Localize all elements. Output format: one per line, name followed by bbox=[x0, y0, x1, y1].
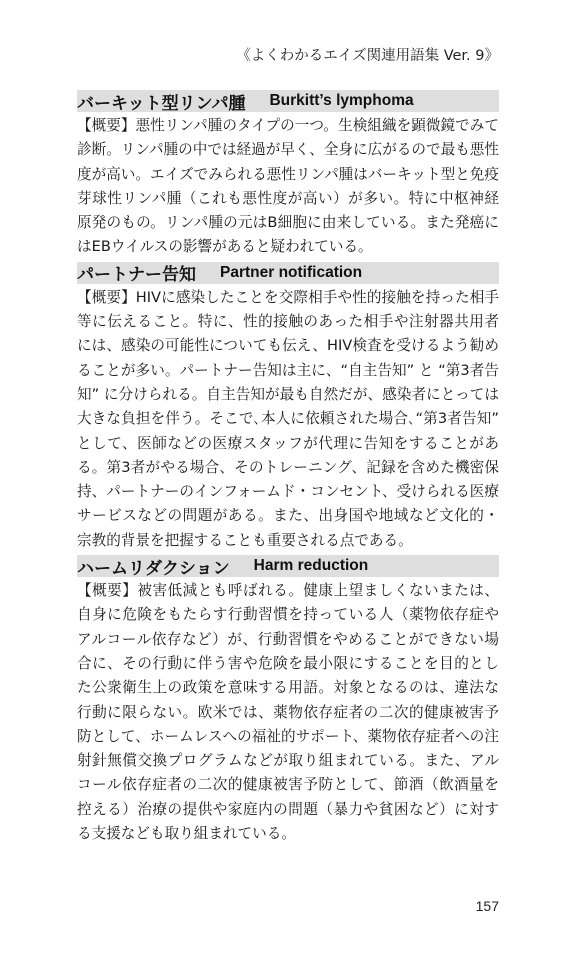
glossary-content bbox=[77, 90, 499, 848]
glossary-entry-burkitt-lymphoma bbox=[77, 90, 499, 260]
entry-body: 【概要】HIVに感染したことを交際相手や性的接触を持った相手等に伝えること。特に、性的接触のあった相手や注射器共用者には、感染の可能性についても伝え、HIV検査を受けるよう勧めることが多い。パートナー告知は主に、“自主告知” と “第3者告知” に分けられる。自主告知が最も自然だが、感染者にとっては大きな負担を伴う。そこで､本人に依頼された場合､“第3者告知” として、医師などの医療スタッフが代理に告知をすることがある。第3者がやる場合、そのトレーニング、記録を含めた機密保持、パートナーのインフォームド・コンセント、受けられる医療サービスなどの問題がある。また、出身国や地域など文化的・宗教的背景を把握することも重要される点である。 bbox=[77, 288, 499, 549]
entry-body: 【概要】悪性リンパ腫のタイプの一つ。生検組織を顕微鏡でみて診断。リンパ腫の中では経過が早く、全身に広がるので最も悪性度が高い。エイズでみられる悪性リンパ腫はバーキット型と免疫芽球性リンパ腫（これも悪性度が高い）が多い。特に中枢神経原発のもの。リンパ腫の元はB細胞に由来している。また発癌にはEBウイルスの影響があると疑われている。 bbox=[77, 117, 499, 256]
term-japanese: ハームリダクション bbox=[77, 558, 230, 578]
term-japanese: バーキット型リンパ腫 bbox=[77, 93, 246, 112]
term-japanese: パートナー告知 bbox=[77, 265, 196, 284]
entry-body: 【概要】被害低減とも呼ばれる。健康上望ましくないまたは、自身に危険をもたらす行動習慣を持っている人（薬物依存症やアルコール依存など）が、行動習慣をやめることができない場合に、その行動に伴う害や危険を最小限にすることを目的とした公衆衛生上の政策を意味する用語。対象となるのは、違法な行動に限らない。欧米では、薬物依存症者の二次的健康被害予防として、ホームレスへの福祉的サポート、薬物依存症者への注射針無償交換プログラムなどが取り組まれている。また、アルコール依存症者の二次的健康被害予防として、節酒（飲酒量を控える）治療の提供や家庭内の問題（暴力や貧困など）に対する支援なども取り組まれている。 bbox=[77, 582, 499, 843]
glossary-entry-partner-notification bbox=[77, 262, 499, 553]
entry-header bbox=[77, 555, 499, 577]
term-english: Partner notification bbox=[220, 263, 363, 281]
glossary-entry-harm-reduction bbox=[77, 555, 499, 846]
term-english: Harm reduction bbox=[253, 557, 369, 575]
page-number: 157 bbox=[475, 898, 499, 914]
running-header: 《よくわかるエイズ関連用語集 Ver. 9》 bbox=[236, 48, 499, 64]
term-english: Burkitt’s lymphoma bbox=[269, 92, 414, 109]
entry-header bbox=[77, 262, 499, 284]
entry-header bbox=[77, 90, 499, 112]
